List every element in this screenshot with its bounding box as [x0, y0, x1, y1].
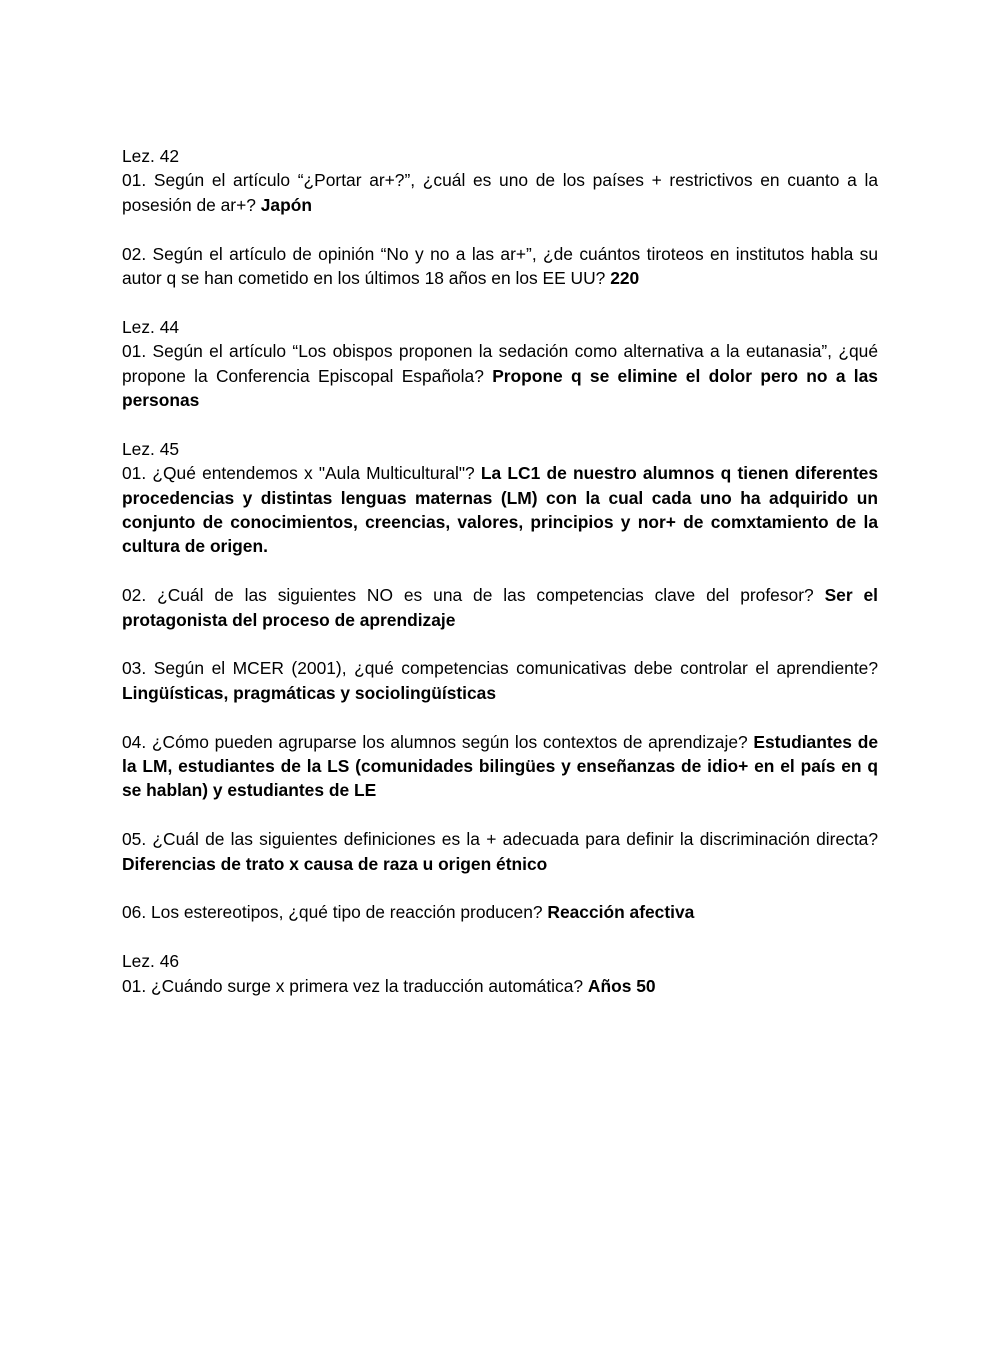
answer-text: Propone q se elimine el dolor pero no a las personas	[122, 365, 878, 411]
question-item	[122, 339, 878, 412]
question-item	[122, 730, 878, 803]
question-text: 01. Según el artículo “Los obispos proponen la sedación como alternativa a la eutanasia”, ¿qué propone la Conferencia Episcopal Española?	[122, 341, 878, 386]
question-text: 02. ¿Cuál de las siguientes NO es una de las competencias clave del profesor?	[122, 585, 825, 606]
question-text: 01. ¿Qué entendemos x "Aula Multicultural"?	[122, 463, 481, 484]
question-item	[122, 168, 878, 217]
question-text: 05. ¿Cuál de las siguientes definiciones es la + adecuada para definir la discriminación directa?	[122, 829, 878, 850]
answer-text: Años 50	[587, 975, 656, 996]
answer-text: Reacción afectiva	[547, 902, 695, 923]
question-item	[122, 900, 878, 924]
lesson-44	[122, 315, 878, 413]
lesson-42	[122, 144, 878, 290]
question-text: 03. Según el MCER (2001), ¿qué competencias comunicativas debe controlar el aprendiente?	[122, 658, 878, 679]
question-text: 02. Según el artículo de opinión “No y no a las ar+”, ¿de cuántos tiroteos en institutos habla su autor q se han cometido en los últimos 18 años en los EE UU?	[122, 243, 878, 289]
question-text: 06. Los estereotipos, ¿qué tipo de reacción producen?	[122, 902, 548, 923]
answer-text: Ser el protagonista del proceso de aprendizaje	[122, 585, 878, 630]
lesson-46	[122, 949, 878, 998]
question-item	[122, 827, 878, 876]
question-item	[122, 242, 878, 291]
lesson-title: Lez. 46	[122, 951, 180, 972]
lesson-title: Lez. 45	[122, 438, 180, 459]
answer-text: 220	[610, 268, 640, 289]
lesson-45	[122, 437, 878, 925]
question-text: 01. Según el artículo “¿Portar ar+?”, ¿cuál es uno de los países + restrictivos en cuanto a la posesión de ar+?	[122, 170, 878, 215]
answer-text: Diferencias de trato x causa de raza u origen étnico	[122, 853, 548, 874]
question-item	[122, 583, 878, 632]
question-item	[122, 974, 878, 998]
lesson-title: Lez. 44	[122, 316, 180, 337]
answer-text: Japón	[260, 194, 312, 215]
answer-text: Estudiantes de la LM, estudiantes de la LS (comunidades bilingües y enseñanzas de idio+ en el país en q se hablan) y estudiantes de LE	[122, 731, 878, 801]
question-item	[122, 461, 878, 559]
lesson-title: Lez. 42	[122, 146, 180, 166]
question-text: 04. ¿Cómo pueden agruparse los alumnos según los contextos de aprendizaje?	[122, 731, 754, 752]
answer-text: Lingüísticas, pragmáticas y sociolingüísticas	[122, 682, 497, 703]
document-page	[122, 144, 878, 1022]
question-text: 01. ¿Cuándo surge x primera vez la traducción automática?	[122, 975, 588, 996]
answer-text: La LC1 de nuestro alumnos q tienen diferentes procedencias y distintas lenguas maternas (LM) con la cual cada uno ha adquirido un conjunto de conocimientos, creencias, valores, principios y nor+ de comxtamiento de la cultura de origen.	[122, 463, 878, 557]
question-item	[122, 656, 878, 705]
